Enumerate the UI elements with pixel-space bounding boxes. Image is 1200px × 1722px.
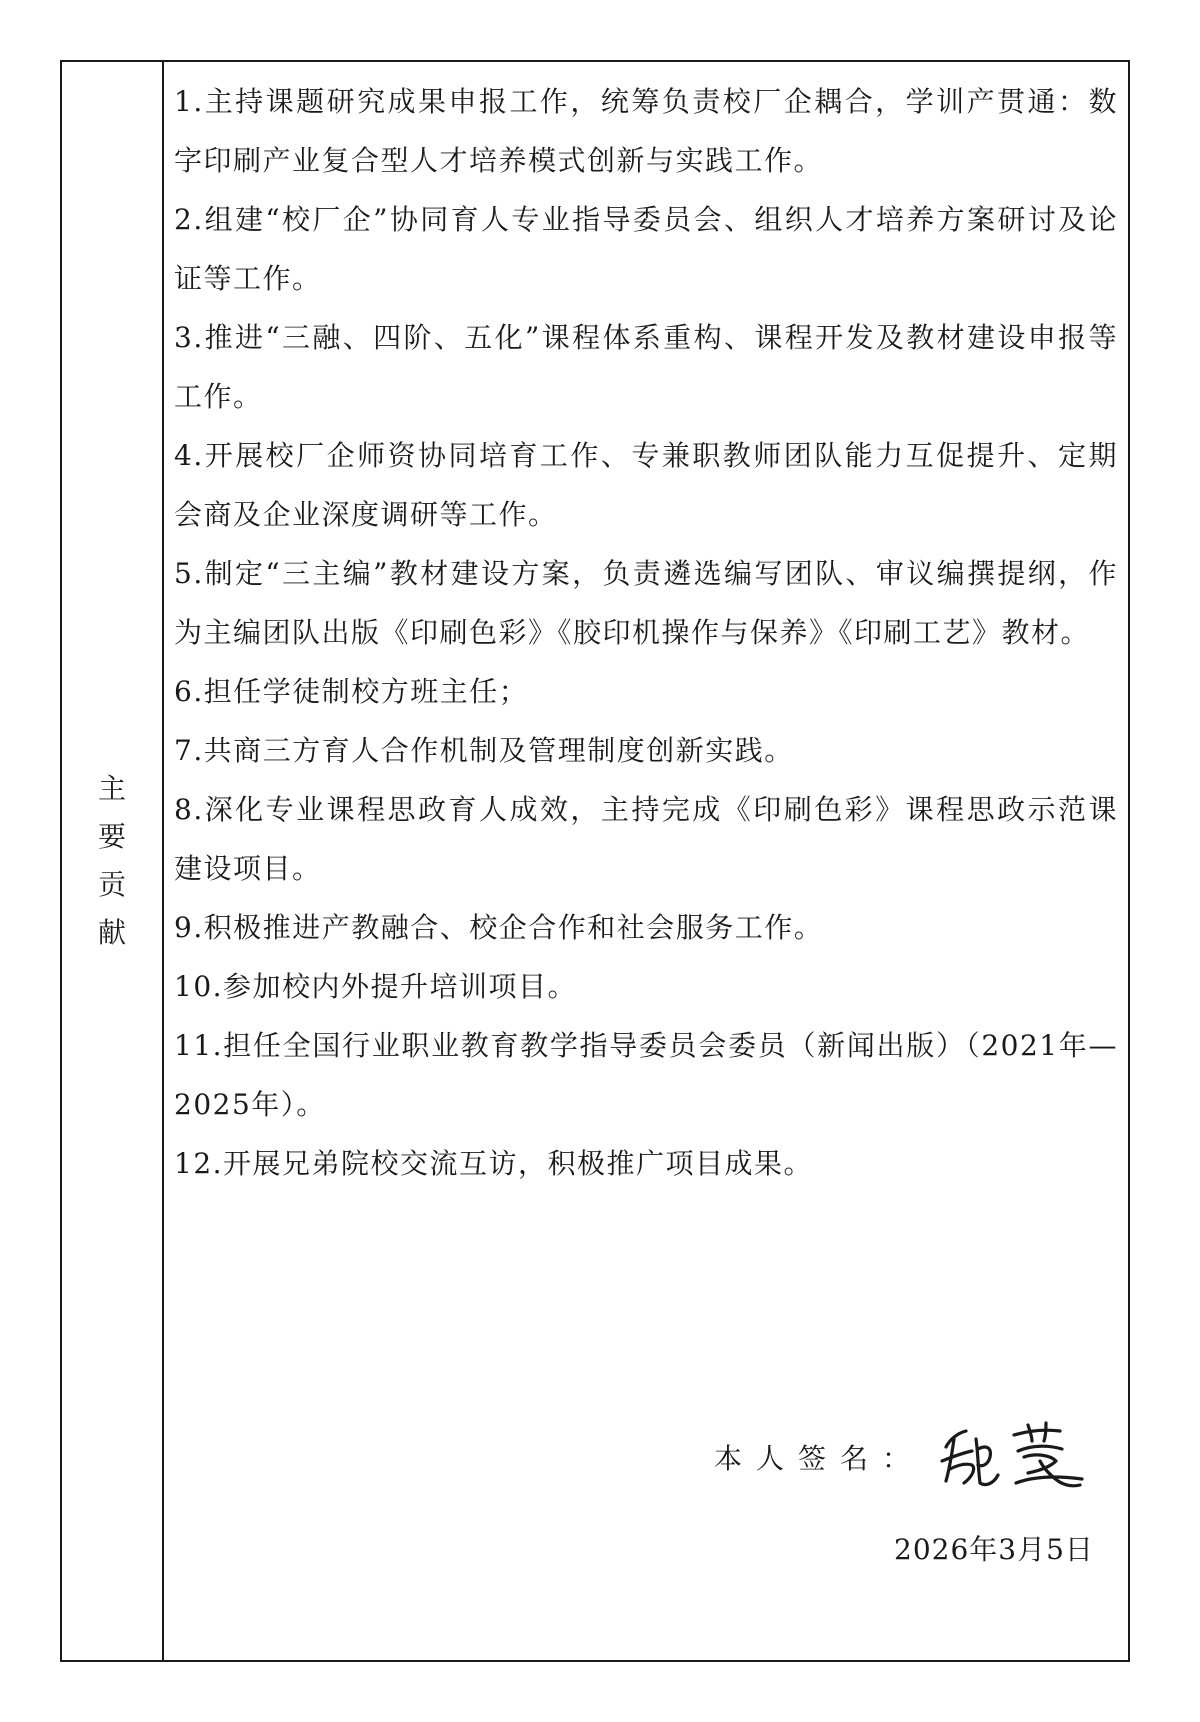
contribution-item: 9.积极推进产教融合、校企合作和社会服务工作。 xyxy=(174,911,824,944)
contribution-item: 5.制定“三主编”教材建设方案，负责遴选编写团队、审议编撰提纲，作为主编团队出版《印刷色彩》《胶印机操作与保养》《印刷工艺》教材。 xyxy=(174,557,1118,649)
contribution-item: 10.参加校内外提升培训项目。 xyxy=(174,970,578,1003)
contribution-item: 1.主持课题研究成果申报工作，统筹负责校厂企耦合，学训产贯通：数字印刷产业复合型人才培养模式创新与实践工作。 xyxy=(174,85,1118,177)
sign-date: 2026年3月5日 xyxy=(894,1533,1094,1566)
column-divider xyxy=(162,62,164,1660)
contribution-item: 2.组建“校厂企”协同育人专业指导委员会、组织人才培养方案研讨及论证等工作。 xyxy=(174,203,1118,295)
handwritten-signature xyxy=(932,1417,1092,1497)
contribution-content xyxy=(174,62,1118,1660)
contribution-table xyxy=(60,60,1130,1662)
section-label: 主要贡献 xyxy=(97,772,126,949)
contribution-item: 12.开展兄弟院校交流互访，积极推广项目成果。 xyxy=(174,1147,814,1180)
contribution-item: 4.开展校厂企师资协同培育工作、专兼职教师团队能力互促提升、定期会商及企业深度调研等工作。 xyxy=(174,439,1118,531)
contribution-item: 8.深化专业课程思政育人成效，主持完成《印刷色彩》课程思政示范课建设项目。 xyxy=(174,793,1118,885)
contribution-item: 11.担任全国行业职业教育教学指导委员会委员（新闻出版）（2021年—2025年）。 xyxy=(174,1029,1118,1121)
contribution-item: 6.担任学徒制校方班主任； xyxy=(174,675,529,708)
contribution-item: 7.共商三方育人合作机制及管理制度创新实践。 xyxy=(174,734,794,767)
contribution-item: 3.推进“三融、四阶、五化”课程体系重构、课程开发及教材建设申报等工作。 xyxy=(174,321,1118,413)
signature-row xyxy=(714,1417,1092,1497)
section-label-cell xyxy=(62,62,162,1660)
signature-label: 本人签名： xyxy=(714,1442,925,1475)
contribution-list xyxy=(174,62,1118,1193)
